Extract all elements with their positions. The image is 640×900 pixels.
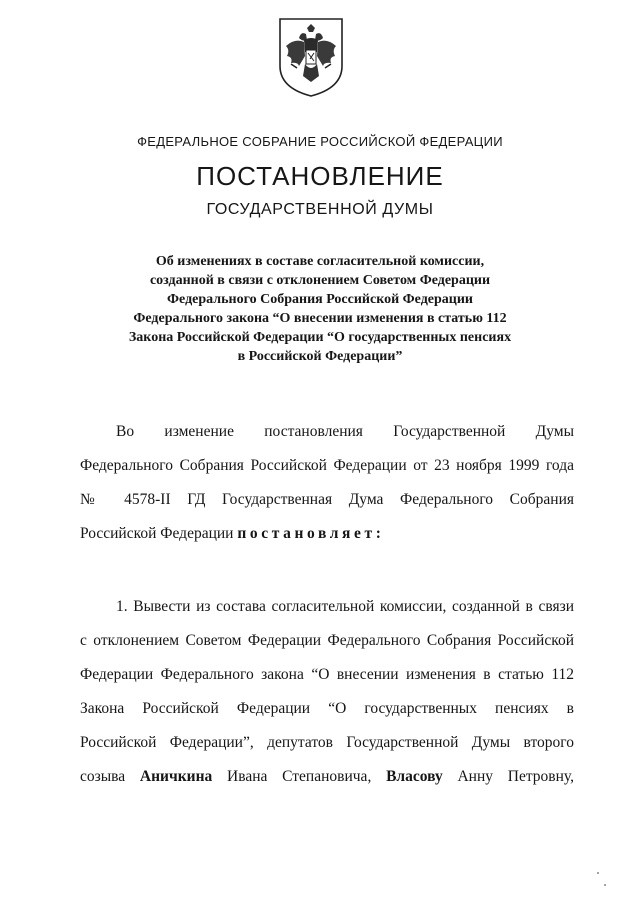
item-1-paragraph bbox=[80, 590, 574, 794]
preamble-line-text: Российской Федерации bbox=[80, 525, 238, 542]
item-line: Закона Российской Федерации “О государственных пенсиях в bbox=[80, 700, 574, 717]
preamble-paragraph bbox=[80, 415, 574, 551]
title-line: Федерального закона “О внесении изменения в статью 112 bbox=[133, 311, 507, 326]
double-headed-eagle-icon bbox=[277, 16, 345, 98]
scan-speck bbox=[597, 872, 599, 874]
issuer-heading: ГОСУДАРСТВЕННОЙ ДУМЫ bbox=[206, 201, 434, 218]
deputy-given-name: Анну Петровну, bbox=[442, 768, 574, 785]
document-type-heading: ПОСТАНОВЛЕНИЕ bbox=[196, 161, 444, 191]
resolves-keyword: постановляет: bbox=[237, 525, 385, 542]
title-line: Федерального Собрания Российской Федерации bbox=[167, 292, 473, 307]
coat-of-arms-emblem bbox=[277, 16, 345, 98]
item-line: Федерации Федерального закона “О внесении изменения в статью 112 bbox=[80, 666, 574, 683]
preamble-line bbox=[80, 517, 574, 551]
title-line: Об изменениях в составе согласительной комиссии, bbox=[155, 254, 485, 269]
title-line: созданной в связи с отклонением Советом Федерации bbox=[149, 273, 491, 288]
organization-header: ФЕДЕРАЛЬНОЕ СОБРАНИЕ РОССИЙСКОЙ ФЕДЕРАЦИИ bbox=[137, 134, 503, 149]
title-line: в Российской Федерации” bbox=[237, 349, 403, 364]
deputy-surname: Власову bbox=[386, 768, 443, 785]
preamble-line: Во изменение постановления Государственной Думы bbox=[116, 423, 574, 440]
convocation-text: созыва bbox=[80, 768, 140, 785]
deputy-surname: Аничкина bbox=[139, 768, 213, 785]
item-line bbox=[80, 760, 574, 794]
scan-speck bbox=[604, 884, 606, 886]
item-line: с отклонением Советом Федерации Федерального Собрания Российской bbox=[80, 632, 574, 649]
item-line: 1. Вывести из состава согласительной комиссии, созданной в связи bbox=[116, 598, 574, 615]
resolution-title bbox=[40, 252, 600, 366]
item-line: Российской Федерации”, депутатов Государственной Думы второго bbox=[80, 734, 574, 751]
title-line: Закона Российской Федерации “О государственных пенсиях bbox=[128, 330, 512, 345]
deputy-given-name: Ивана Степановича, bbox=[212, 768, 387, 785]
preamble-line: № 4578-II ГД Государственная Дума Федерального Собрания bbox=[80, 491, 574, 508]
preamble-line: Федерального Собрания Российской Федерации от 23 ноября 1999 года bbox=[80, 457, 574, 474]
